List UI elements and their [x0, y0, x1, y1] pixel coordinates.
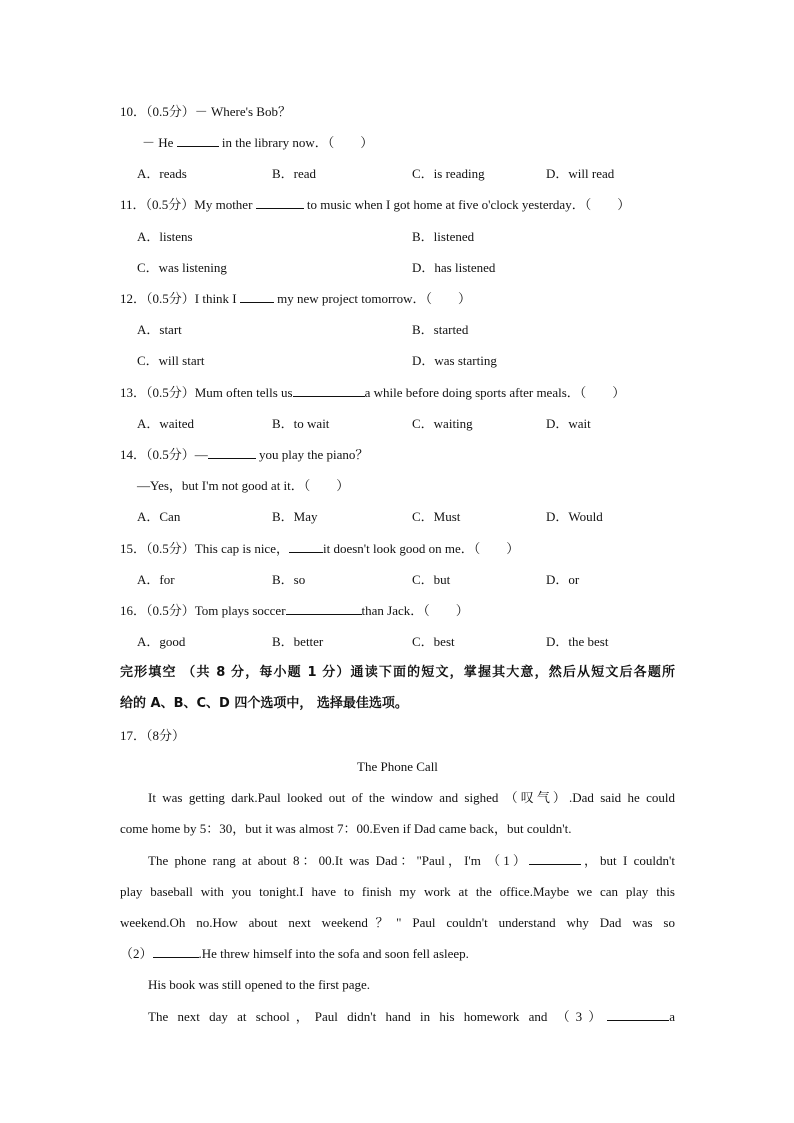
option-b[interactable]: B．better	[272, 634, 324, 649]
q16-text-a: 16．（0.5分）Tom plays soccer	[120, 603, 286, 618]
answer-blank	[286, 602, 362, 615]
option-a[interactable]: A．waited	[137, 416, 195, 431]
question-10-line2	[142, 134, 373, 152]
q11-text-b: to music when I got home at five o'clock yesterday．（ ）	[303, 197, 631, 212]
answer-blank	[240, 290, 274, 303]
option-d[interactable]: D．will read	[546, 166, 615, 181]
passage-p2-line3: weekend.Oh no.How about next weekend？" Paul couldn't understand why Dad was so	[120, 915, 675, 930]
option-c[interactable]: C．waiting	[412, 416, 473, 431]
q13-text-a: 13．（0.5分）Mum often tells us	[120, 385, 293, 400]
question-13-stem	[120, 384, 625, 402]
question-14-stem	[120, 446, 368, 464]
option-d[interactable]: D．wait	[546, 416, 591, 431]
option-a[interactable]: A．start	[137, 322, 182, 337]
answer-blank	[208, 446, 256, 459]
q13-text-b: a while before doing sports after meals．（ ）	[364, 385, 626, 400]
question-11-stem	[120, 196, 630, 214]
option-a[interactable]: A．reads	[137, 166, 187, 181]
option-b[interactable]: B．listened	[412, 229, 475, 244]
q10-text-b: in the library now．（ ）	[218, 135, 374, 150]
passage-p1-line2: come home by 5：30，but it was almost 7：00.Even if Dad came back，but couldn't.	[120, 821, 572, 836]
option-a[interactable]: A．listens	[137, 229, 193, 244]
option-b[interactable]: B．to wait	[272, 416, 330, 431]
answer-blank-1	[529, 852, 581, 865]
passage-p2-line2: play baseball with you tonight.I have to finish my work at the office.Maybe we can play this	[120, 884, 675, 899]
option-c[interactable]: C．was listening	[137, 260, 227, 275]
option-a[interactable]: A．Can	[137, 509, 181, 524]
q15-text-b: it doesn't look good on me．（ ）	[322, 541, 520, 556]
option-c[interactable]: C．is reading	[412, 166, 485, 181]
question-16-stem	[120, 602, 469, 620]
option-d[interactable]: D．was starting	[412, 353, 497, 368]
p2-text-a: The phone rang at about 8：00.It was Dad："Paul，I'm （1）	[148, 853, 529, 868]
passage-p4-line1	[148, 1008, 675, 1026]
q16-text-b: than Jack．（ ）	[361, 603, 469, 618]
p2-text-b: ，but I couldn't	[580, 853, 675, 868]
question-17-label: 17．（8分）	[120, 728, 186, 743]
option-b[interactable]: B．started	[412, 322, 469, 337]
q12-text-b: my new project tomorrow．（ ）	[273, 291, 472, 306]
option-b[interactable]: B．May	[272, 509, 318, 524]
question-12-stem	[120, 290, 471, 308]
p2-text-d: .He threw himself into the sofa and soon fell asleep.	[198, 946, 469, 961]
p4-text-a: The next day at school，Paul didn't hand in his homework and （3）	[148, 1009, 608, 1024]
answer-blank-3	[607, 1008, 669, 1021]
q10-text-a: － He	[142, 135, 177, 150]
q15-text-a: 15．（0.5分）This cap is nice，	[120, 541, 289, 556]
option-d[interactable]: D．or	[546, 572, 580, 587]
passage-p2-line4	[120, 945, 469, 963]
answer-blank	[289, 540, 323, 553]
option-a[interactable]: A．for	[137, 572, 175, 587]
answer-blank	[293, 384, 365, 397]
option-b[interactable]: B．so	[272, 572, 306, 587]
option-c[interactable]: C．best	[412, 634, 455, 649]
section-instructions-line1: 完形填空 （共 8 分，每小题 1 分）通读下面的短文，掌握其大意，然后从短文后各题所	[120, 665, 675, 680]
passage-title: The Phone Call	[357, 759, 438, 774]
option-a[interactable]: A．good	[137, 634, 186, 649]
p2-text-c: （2）	[120, 946, 153, 961]
option-b[interactable]: B．read	[272, 166, 317, 181]
q14-text-b: you play the piano？	[255, 447, 369, 462]
option-d[interactable]: D．has listened	[412, 260, 496, 275]
option-d[interactable]: D．Would	[546, 509, 603, 524]
passage-p2-line1	[148, 852, 675, 870]
answer-blank	[177, 134, 219, 147]
option-c[interactable]: C．Must	[412, 509, 461, 524]
q12-text-a: 12．（0.5分）I think I	[120, 291, 240, 306]
option-d[interactable]: D．the best	[546, 634, 609, 649]
answer-blank-2	[153, 945, 199, 958]
q14-text-a: 14．（0.5分）—	[120, 447, 208, 462]
section-instructions-line2: 给的 A、B、C、D 四个选项中， 选择最佳选项。	[120, 696, 408, 711]
passage-p3: His book was still opened to the first page.	[148, 977, 371, 992]
p4-text-b: a	[669, 1009, 675, 1024]
question-10-stem: 10．（0.5分）－ Where's Bob？	[120, 104, 291, 119]
question-15-stem	[120, 540, 519, 558]
passage-p1-line1: It was getting dark.Paul looked out of the window and sighed （叹气）.Dad said he could	[148, 790, 675, 805]
option-c[interactable]: C．will start	[137, 353, 205, 368]
question-14-line2: —Yes，but I'm not good at it．（ ）	[137, 478, 350, 493]
q11-text-a: 11．（0.5分）My mother	[120, 197, 256, 212]
option-c[interactable]: C．but	[412, 572, 451, 587]
answer-blank	[256, 196, 304, 209]
